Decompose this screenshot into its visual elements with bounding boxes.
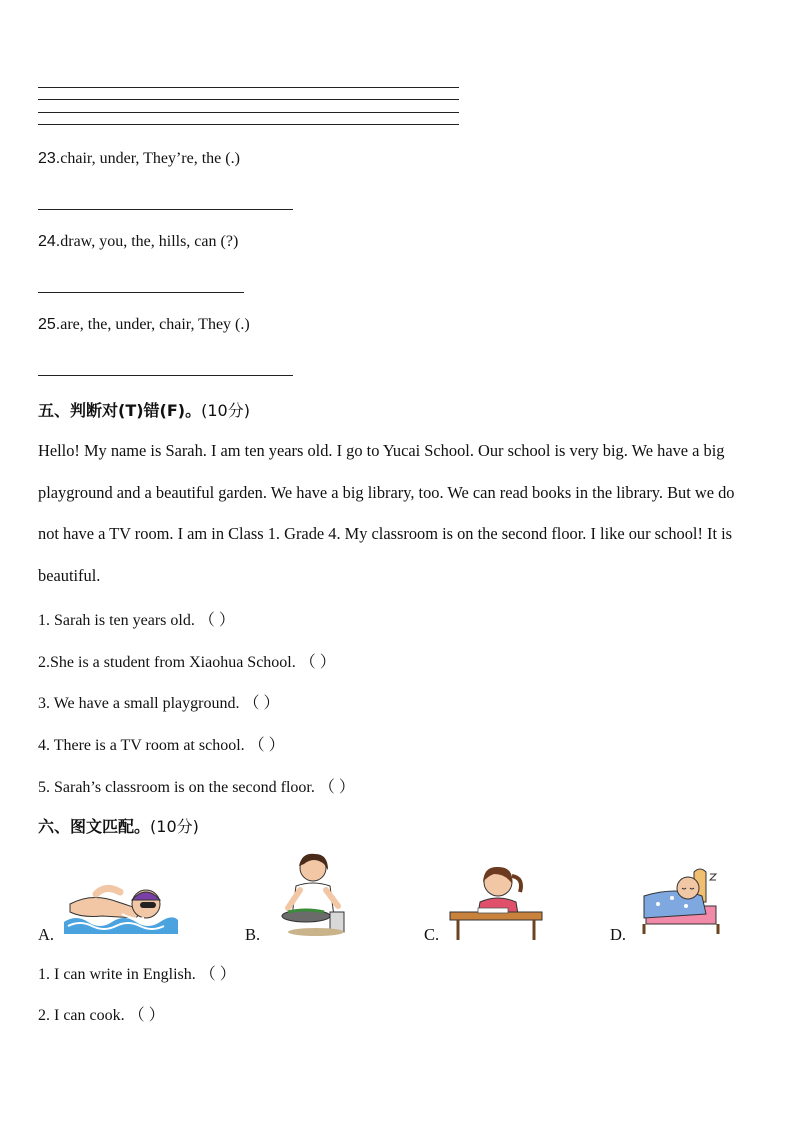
tf-question-4: 4. There is a TV room at school. （ ） (38, 737, 285, 754)
section-score: (10分) (150, 817, 199, 836)
match-question-1: 1. I can write in English. （ ） (38, 966, 236, 983)
question-24 (38, 233, 238, 251)
question-23 (38, 150, 240, 168)
writing-line (38, 87, 459, 88)
answer-line[interactable] (38, 375, 293, 376)
section-6-title (38, 814, 199, 837)
match-question-2: 2. I can cook. （ ） (38, 1007, 165, 1024)
tf-question-5: 5. Sarah’s classroom is on the second floor. （ ） (38, 779, 355, 796)
section-score: (10分) (201, 401, 250, 420)
question-words: are, the, under, chair, They (.) (60, 316, 250, 333)
tf-question-1: 1. Sarah is ten years old. （ ） (38, 612, 235, 629)
writing-girl-icon (448, 862, 544, 942)
answer-line[interactable] (38, 209, 293, 210)
option-c-letter: C. (424, 925, 440, 944)
writing-line (38, 99, 459, 100)
question-number: 25. (38, 316, 61, 333)
option-b-letter: B. (245, 925, 261, 944)
question-words: draw, you, the, hills, can (?) (60, 233, 239, 250)
sleeping-child-icon (636, 866, 726, 938)
cooking-woman-icon (268, 850, 358, 940)
question-number: 24. (38, 233, 61, 250)
writing-line (38, 112, 459, 113)
tf-question-2: 2.She is a student from Xiaohua School. （ ） (38, 654, 336, 671)
tf-question-3: 3. We have a small playground. （ ） (38, 695, 280, 712)
swimming-boy-icon (62, 874, 180, 936)
section-title-text: 五、判断对(T)错(F)。 (38, 401, 202, 420)
writing-line (38, 124, 459, 125)
answer-line[interactable] (38, 292, 244, 293)
section-5-title (38, 398, 250, 421)
reading-passage: Hello! My name is Sarah. I am ten years old. I go to Yucai School. Our school is very big. We have a big playground and a beautiful garden. We have a big library, too. We can read books in the library. But we do not have a TV room. I am in Class 1. Grade 4. My classroom is on the second floor. I like our school! It is beautiful. (38, 441, 735, 585)
question-words: chair, under, They’re, the (.) (60, 150, 240, 167)
option-a-letter: A. (38, 925, 55, 944)
question-25 (38, 316, 250, 334)
question-number: 23. (38, 150, 61, 167)
section-title-text: 六、图文匹配。 (38, 817, 151, 836)
option-d-letter: D. (610, 925, 627, 944)
